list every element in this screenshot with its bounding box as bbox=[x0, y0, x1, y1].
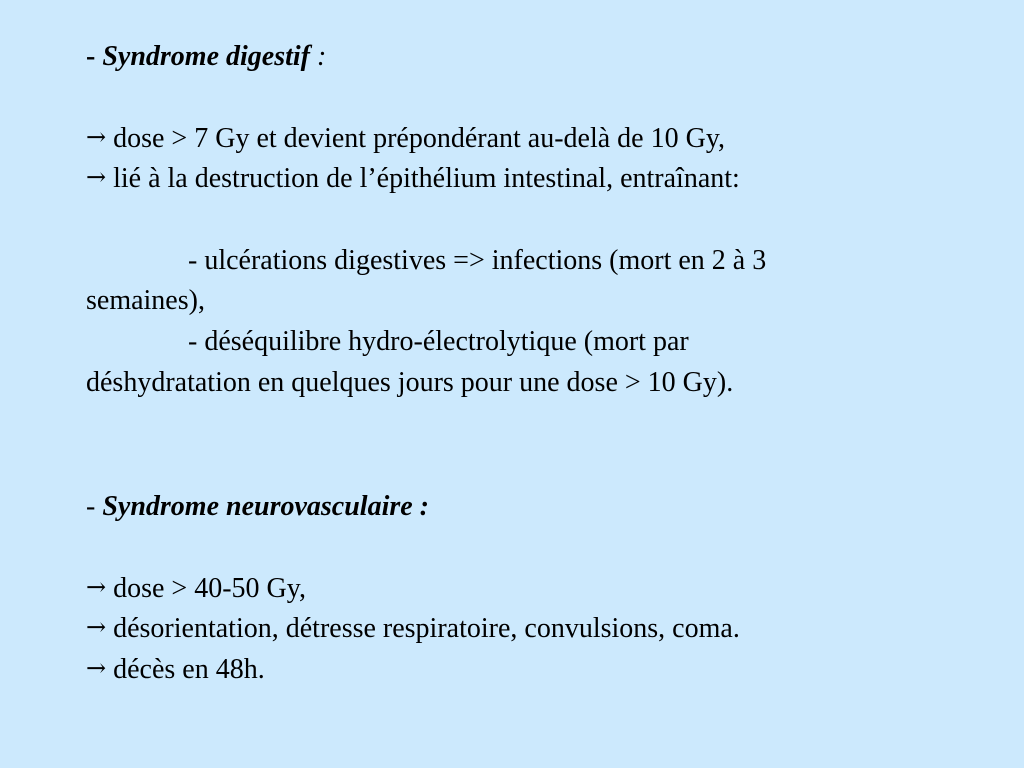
arrow-icon: → bbox=[86, 573, 107, 601]
heading-syndrome-neurovasculaire bbox=[86, 491, 429, 523]
digestif-point-cause bbox=[86, 163, 740, 195]
neuro-point-deces bbox=[86, 654, 265, 686]
arrow-icon: → bbox=[86, 123, 107, 151]
heading-colon: : bbox=[310, 41, 327, 72]
point-text: désorientation, détresse respiratoire, convulsions, coma. bbox=[106, 613, 740, 644]
heading-title: Syndrome digestif bbox=[102, 41, 310, 72]
arrow-icon: → bbox=[86, 613, 107, 641]
digestif-subpoint-ulcerations-continuation: semaines), bbox=[86, 285, 205, 316]
arrow-icon: → bbox=[86, 654, 107, 682]
arrow-icon: → bbox=[86, 163, 107, 191]
point-text: dose > 7 Gy et devient prépondérant au-delà de 10 Gy, bbox=[106, 123, 725, 154]
heading-dash: - bbox=[86, 491, 103, 522]
heading-title: Syndrome neurovasculaire : bbox=[102, 491, 430, 522]
digestif-subpoint-ulcerations: - ulcérations digestives => infections (mort en 2 à 3 bbox=[188, 245, 767, 276]
heading-syndrome-digestif bbox=[86, 41, 326, 73]
heading-dash: - bbox=[86, 41, 103, 72]
digestif-point-dose bbox=[86, 123, 725, 155]
point-text: lié à la destruction de l’épithélium intestinal, entraînant: bbox=[106, 163, 740, 194]
digestif-subpoint-desequilibre-continuation: déshydratation en quelques jours pour une dose > 10 Gy). bbox=[86, 367, 734, 398]
neuro-point-dose bbox=[86, 573, 306, 605]
digestif-subpoint-desequilibre: - déséquilibre hydro-électrolytique (mort par bbox=[188, 326, 689, 357]
point-text: dose > 40-50 Gy, bbox=[106, 573, 306, 604]
neuro-point-symptoms bbox=[86, 613, 740, 645]
point-text: décès en 48h. bbox=[106, 654, 265, 685]
